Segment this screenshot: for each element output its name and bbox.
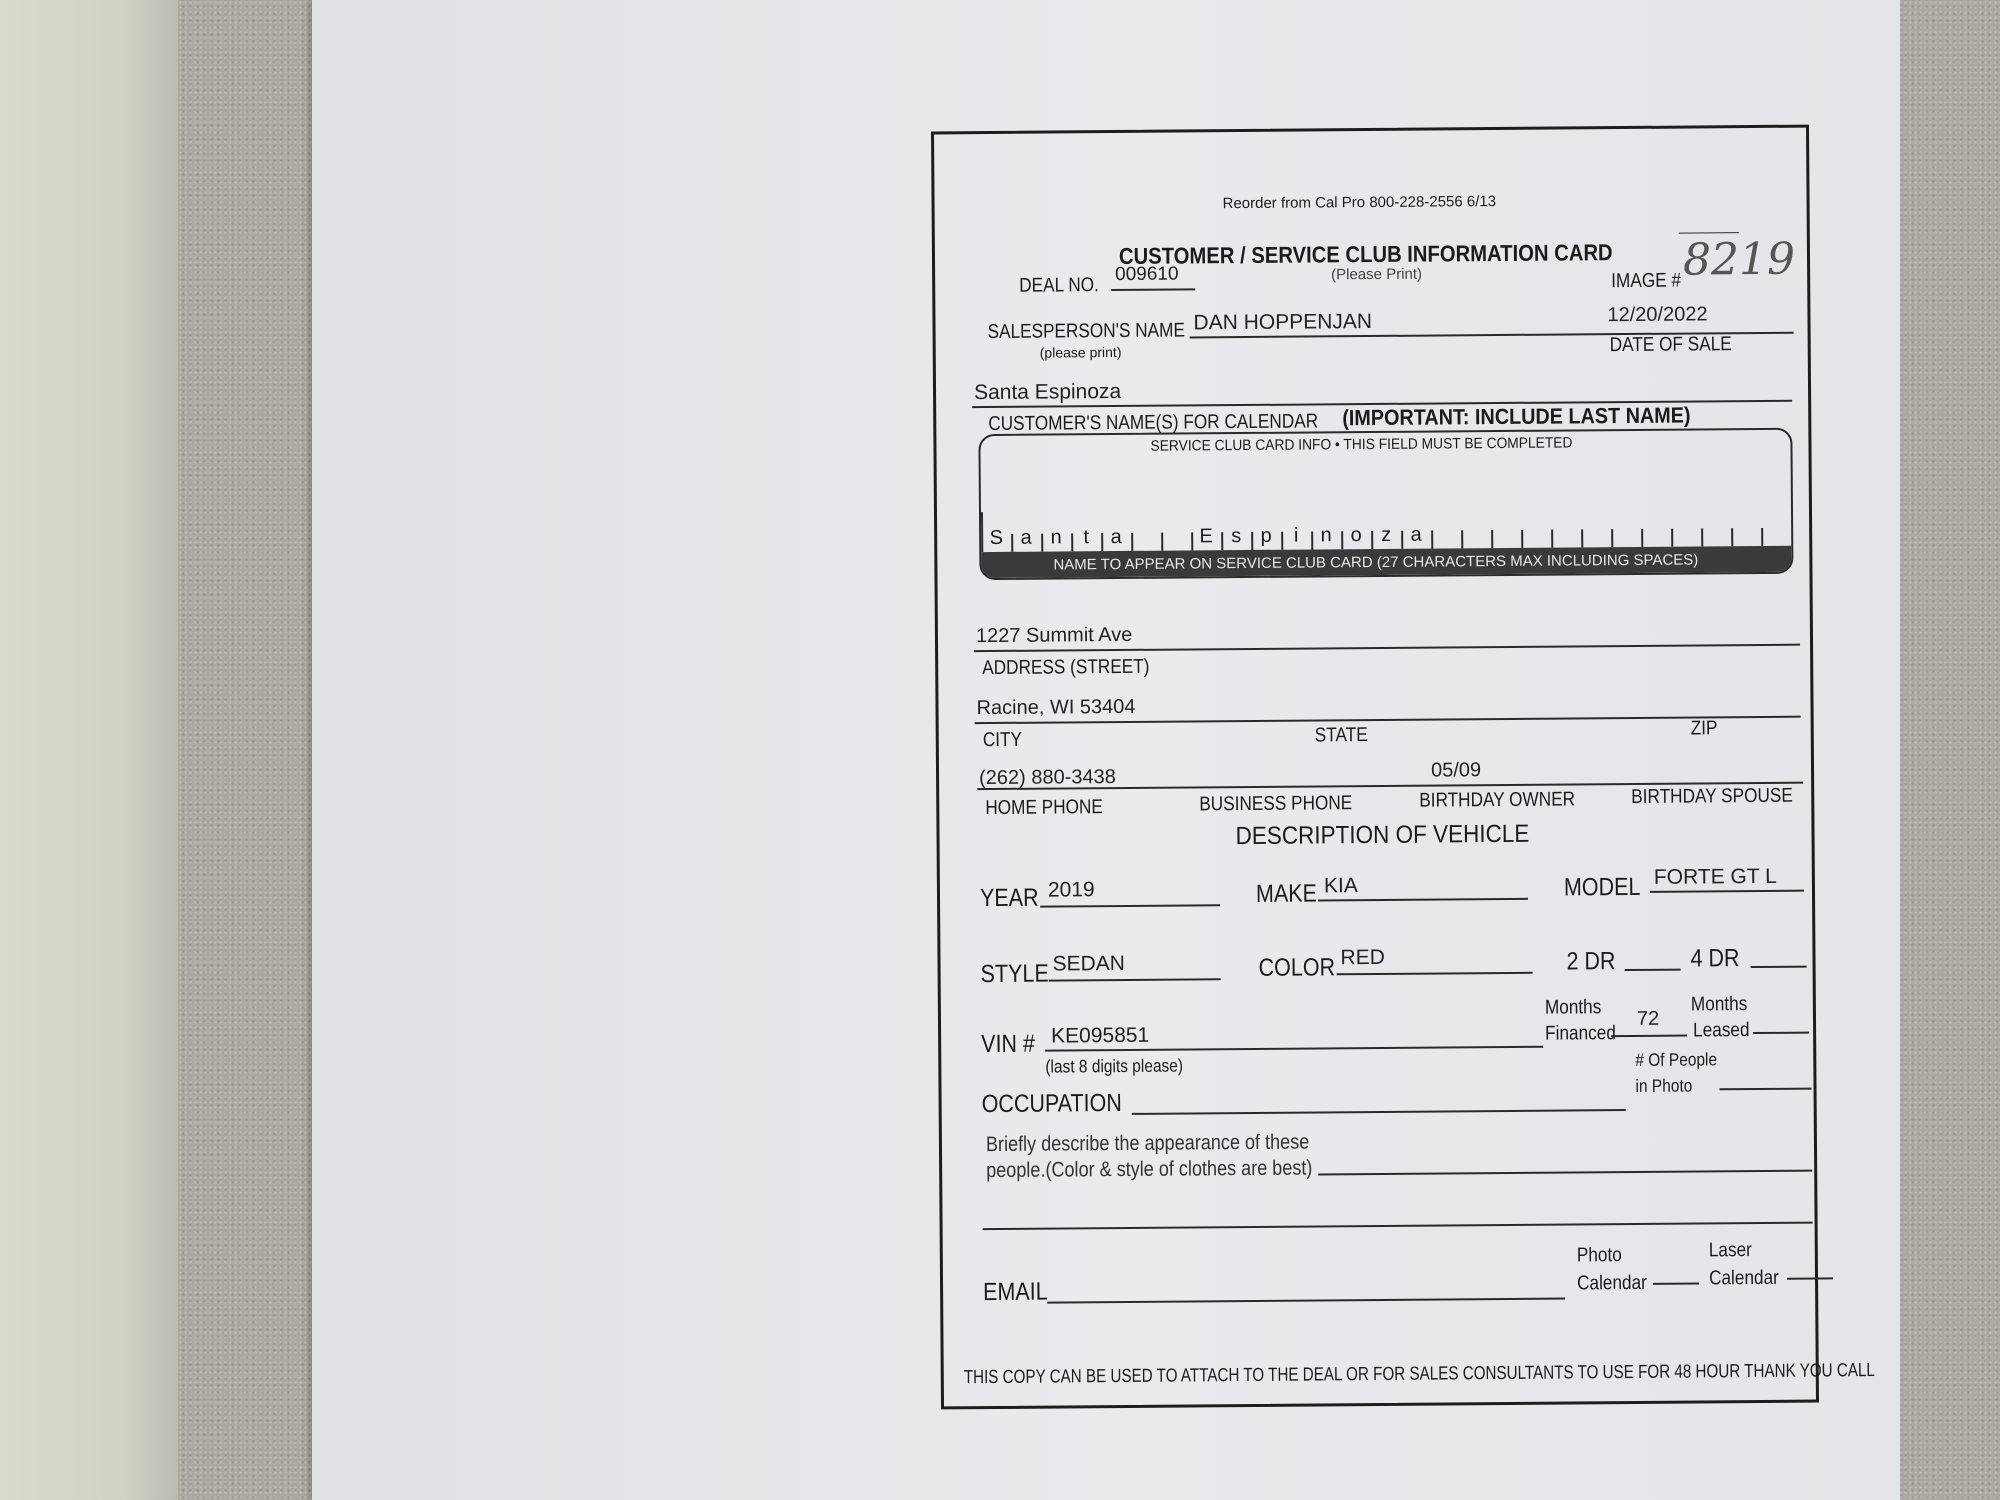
name-grid-char: o bbox=[1350, 524, 1362, 547]
salesperson-sub: (please print) bbox=[1039, 343, 1122, 361]
customer-name-important: (IMPORTANT: INCLUDE LAST NAME) bbox=[1342, 402, 1691, 431]
financed-value: 72 bbox=[1636, 1007, 1660, 1030]
laser-label: Laser bbox=[1708, 1239, 1752, 1262]
vin-label: VIN # bbox=[981, 1029, 1036, 1059]
style-label: STYLE bbox=[980, 959, 1049, 989]
image-label: IMAGE # bbox=[1611, 269, 1682, 293]
name-grid-char: p bbox=[1260, 524, 1272, 547]
salesperson-value: DAN HOPPENJAN bbox=[1193, 310, 1373, 335]
name-grid-tick bbox=[1701, 528, 1703, 546]
occupation-label: OCCUPATION bbox=[981, 1088, 1122, 1119]
name-grid-tick bbox=[1611, 529, 1613, 547]
paper-sheet bbox=[312, 0, 1900, 1500]
financed-label: Financed bbox=[1545, 1022, 1616, 1045]
name-grid-char: n bbox=[1050, 526, 1062, 549]
year-value: 2019 bbox=[1047, 878, 1095, 902]
photo-label: Photo bbox=[1576, 1244, 1622, 1267]
name-character-grid bbox=[981, 492, 1793, 552]
deal-no-value: 009610 bbox=[1115, 263, 1179, 286]
footer-note: THIS COPY CAN BE USED TO ATTACH TO THE DEAL OR FOR SALES CONSULTANTS TO USE FOR 48 HOUR THANK YOU CALL bbox=[963, 1360, 1875, 1389]
model-label: MODEL bbox=[1563, 872, 1641, 902]
leased-label: Leased bbox=[1692, 1019, 1750, 1042]
address-label: ADDRESS (STREET) bbox=[982, 655, 1150, 680]
email-label: EMAIL bbox=[983, 1277, 1048, 1307]
name-grid-tick bbox=[1671, 529, 1673, 547]
address-value: 1227 Summit Ave bbox=[975, 623, 1133, 648]
home-phone-label: HOME PHONE bbox=[985, 796, 1103, 820]
vin-sub: (last 8 digits please) bbox=[1045, 1055, 1184, 1077]
name-grid-char: a bbox=[1020, 526, 1032, 549]
service-club-footer-bar bbox=[981, 546, 1791, 578]
people-label-2: in Photo bbox=[1635, 1075, 1693, 1096]
name-grid-tick bbox=[1521, 530, 1523, 548]
name-grid-tick bbox=[1551, 530, 1553, 548]
name-grid-char: i bbox=[1293, 524, 1299, 547]
name-grid-char: E bbox=[1199, 525, 1213, 548]
photo-calendar-label: Calendar bbox=[1576, 1271, 1647, 1295]
birthday-owner-label: BIRTHDAY OWNER bbox=[1419, 788, 1576, 812]
state-label: STATE bbox=[1314, 724, 1368, 747]
vin-value: KE095851 bbox=[1051, 1023, 1150, 1048]
service-club-card bbox=[931, 125, 1875, 1410]
year-label: YEAR bbox=[979, 883, 1039, 913]
name-grid-tick bbox=[1131, 533, 1133, 551]
name-grid-tick bbox=[1491, 530, 1493, 548]
laser-calendar-label: Calendar bbox=[1708, 1266, 1779, 1290]
name-grid-tick bbox=[1731, 528, 1733, 546]
zip-label: ZIP bbox=[1690, 717, 1718, 740]
make-value: KIA bbox=[1323, 874, 1358, 898]
birthday-spouse-label: BIRTHDAY SPOUSE bbox=[1631, 784, 1793, 808]
model-value: FORTE GT L bbox=[1653, 864, 1777, 889]
date-of-sale-value: 12/20/2022 bbox=[1607, 303, 1708, 327]
vehicle-heading: DESCRIPTION OF VEHICLE bbox=[1235, 819, 1530, 851]
style-value: SEDAN bbox=[1052, 951, 1125, 976]
home-phone-value: (262) 880-3438 bbox=[978, 766, 1116, 790]
service-club-header: SERVICE CLUB CARD INFO • THIS FIELD MUST BE COMPLETED bbox=[1150, 434, 1573, 455]
city-value: Racine, WI 53404 bbox=[976, 695, 1136, 720]
customer-name-label: CUSTOMER'S NAME(S) FOR CALENDAR bbox=[988, 410, 1319, 436]
left-cabinet-edge bbox=[0, 0, 178, 1500]
deal-no-label: DEAL NO. bbox=[1019, 274, 1099, 297]
service-club-name-box bbox=[978, 428, 1793, 580]
describe-line-1: Briefly describe the appearance of these bbox=[985, 1130, 1310, 1157]
name-grid-char: a bbox=[1110, 525, 1122, 549]
people-label-1: # Of People bbox=[1635, 1049, 1718, 1070]
form-title: CUSTOMER / SERVICE CLUB INFORMATION CARD bbox=[1118, 239, 1613, 269]
describe-line-2: people.(Color & style of clothes are best) bbox=[986, 1156, 1313, 1183]
name-grid-tick bbox=[1641, 529, 1643, 547]
make-label: MAKE bbox=[1255, 879, 1318, 908]
reorder-note: Reorder from Cal Pro 800-228-2556 6/13 bbox=[1222, 193, 1497, 213]
name-grid-char: n bbox=[1320, 524, 1332, 547]
name-grid-tick bbox=[1761, 528, 1763, 546]
months-leased-label-top: Months bbox=[1690, 993, 1748, 1016]
business-phone-label: BUSINESS PHONE bbox=[1199, 792, 1353, 816]
salesperson-label: SALESPERSON'S NAME bbox=[987, 319, 1185, 344]
color-label: COLOR bbox=[1258, 953, 1336, 982]
name-grid-char: s bbox=[1231, 525, 1242, 548]
color-value: RED bbox=[1340, 945, 1385, 970]
birthday-owner-value: 05/09 bbox=[1430, 759, 1482, 782]
four-door-label: 4 DR bbox=[1690, 944, 1740, 973]
name-grid-char: a bbox=[1410, 523, 1422, 546]
customer-name-value: Santa Espinoza bbox=[973, 379, 1122, 405]
service-club-footer: NAME TO APPEAR ON SERVICE CLUB CARD (27 CHARACTERS MAX INCLUDING SPACES) bbox=[1053, 551, 1699, 574]
please-print-note: (Please Print) bbox=[1331, 265, 1423, 284]
name-grid-char: S bbox=[989, 526, 1003, 550]
date-of-sale-label: DATE OF SALE bbox=[1609, 333, 1732, 357]
name-grid-char: t bbox=[1083, 526, 1090, 549]
image-number-handwritten: 8219 bbox=[1682, 233, 1796, 286]
name-grid-tick bbox=[1431, 531, 1433, 549]
name-grid-char: z bbox=[1381, 523, 1392, 546]
name-grid-tick bbox=[1161, 533, 1163, 551]
months-financed-label-top: Months bbox=[1544, 996, 1602, 1019]
city-label: CITY bbox=[982, 728, 1023, 752]
name-grid-tick bbox=[1461, 530, 1463, 548]
two-door-label: 2 DR bbox=[1566, 947, 1616, 976]
name-grid-tick bbox=[1581, 529, 1583, 547]
